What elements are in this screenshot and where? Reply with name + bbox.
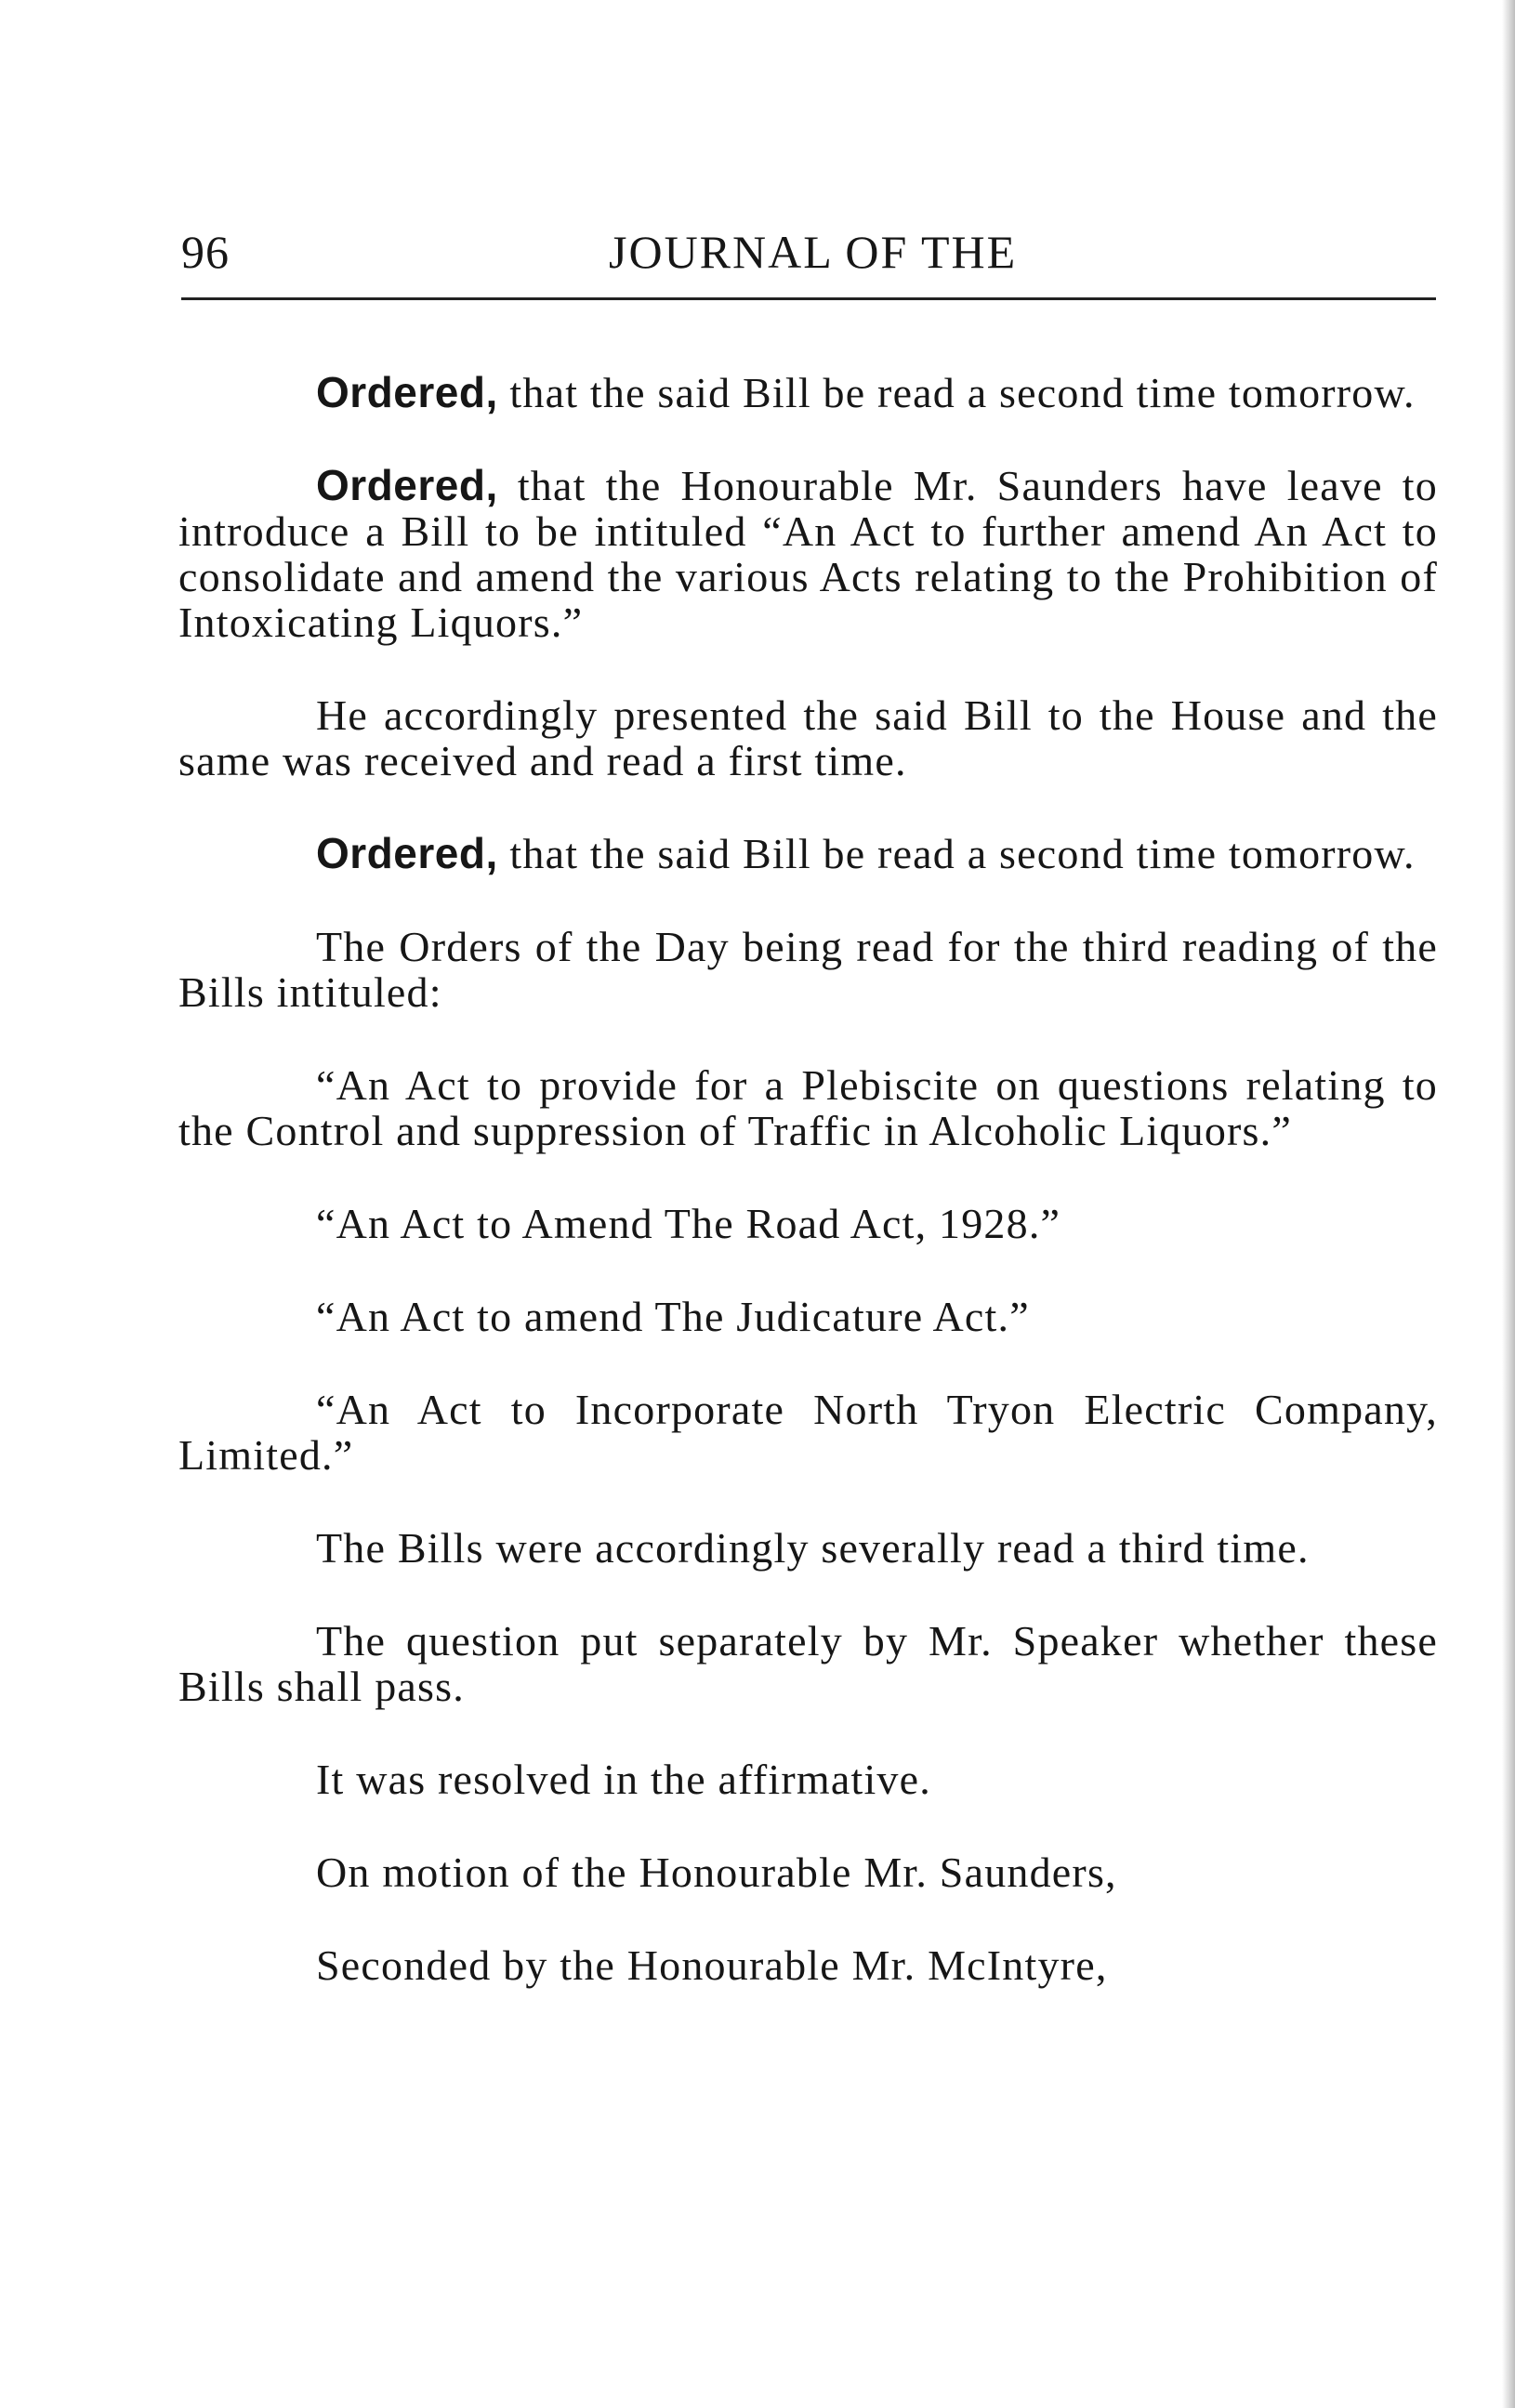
header-rule xyxy=(181,297,1436,300)
bill-title-text: “An Act to provide for a Plebiscite on questions relating to the Control and suppression of Traffic in Alcoholic Liquors.” xyxy=(178,1061,1438,1154)
paragraph-ordered-second-reading xyxy=(178,370,1438,415)
bill-title-text: “An Act to amend The Judicature Act.” xyxy=(316,1293,1030,1340)
paragraph-text: The question put separately by Mr. Speaker whether these Bills shall pass. xyxy=(178,1617,1438,1710)
bill-title-judicature-act xyxy=(178,1294,1438,1339)
paragraph-resolved xyxy=(178,1757,1438,1802)
journal-body xyxy=(178,370,1438,2035)
ordered-keyword: Ordered, xyxy=(316,368,498,416)
paragraph-text: The Bills were accordingly severally read a third time. xyxy=(316,1524,1310,1572)
paragraph-presented-bill xyxy=(178,692,1438,783)
page-edge-shadow xyxy=(1502,0,1515,2408)
paragraph-ordered-leave-to-introduce xyxy=(178,463,1438,645)
paragraph-ordered-second-reading-2 xyxy=(178,831,1438,876)
bill-title-text: “An Act to Incorporate North Tryon Electric Company, Limited.” xyxy=(178,1386,1438,1479)
paragraph-text: that the Honourable Mr. Saunders have leave to introduce a Bill to be intituled “An Act to further amend An Act to consolidate and amend the various Acts relating to the Prohibition of Intoxicating Liquors.” xyxy=(178,462,1438,646)
paragraph-text: The Orders of the Day being read for the third reading of the Bills intituled: xyxy=(178,923,1438,1016)
journal-title: JOURNAL OF THE xyxy=(609,226,1018,278)
bill-title-north-tryon-electric xyxy=(178,1387,1438,1478)
paragraph-text: that the said Bill be read a second time tomorrow. xyxy=(497,830,1416,877)
paragraph-on-motion xyxy=(178,1849,1438,1895)
paragraph-text: On motion of the Honourable Mr. Saunders, xyxy=(316,1849,1117,1896)
paragraph-text: Seconded by the Honourable Mr. McIntyre, xyxy=(316,1941,1108,1989)
paragraph-third-reading xyxy=(178,1525,1438,1571)
paragraph-question-put xyxy=(178,1618,1438,1709)
running-head xyxy=(181,225,1436,281)
paragraph-seconded xyxy=(178,1942,1438,1988)
bill-title-text: “An Act to Amend The Road Act, 1928.” xyxy=(316,1200,1061,1247)
ordered-keyword: Ordered, xyxy=(316,461,498,509)
paragraph-text: that the said Bill be read a second time tomorrow. xyxy=(497,369,1416,416)
page-number: 96 xyxy=(181,226,230,278)
bill-title-plebiscite xyxy=(178,1062,1438,1153)
ordered-keyword: Ordered, xyxy=(316,829,498,877)
paragraph-orders-of-the-day xyxy=(178,924,1438,1015)
paragraph-text: He accordingly presented the said Bill to the House and the same was received and read a first time. xyxy=(178,691,1438,784)
bill-title-road-act xyxy=(178,1201,1438,1246)
paragraph-text: It was resolved in the affirmative. xyxy=(316,1756,931,1803)
